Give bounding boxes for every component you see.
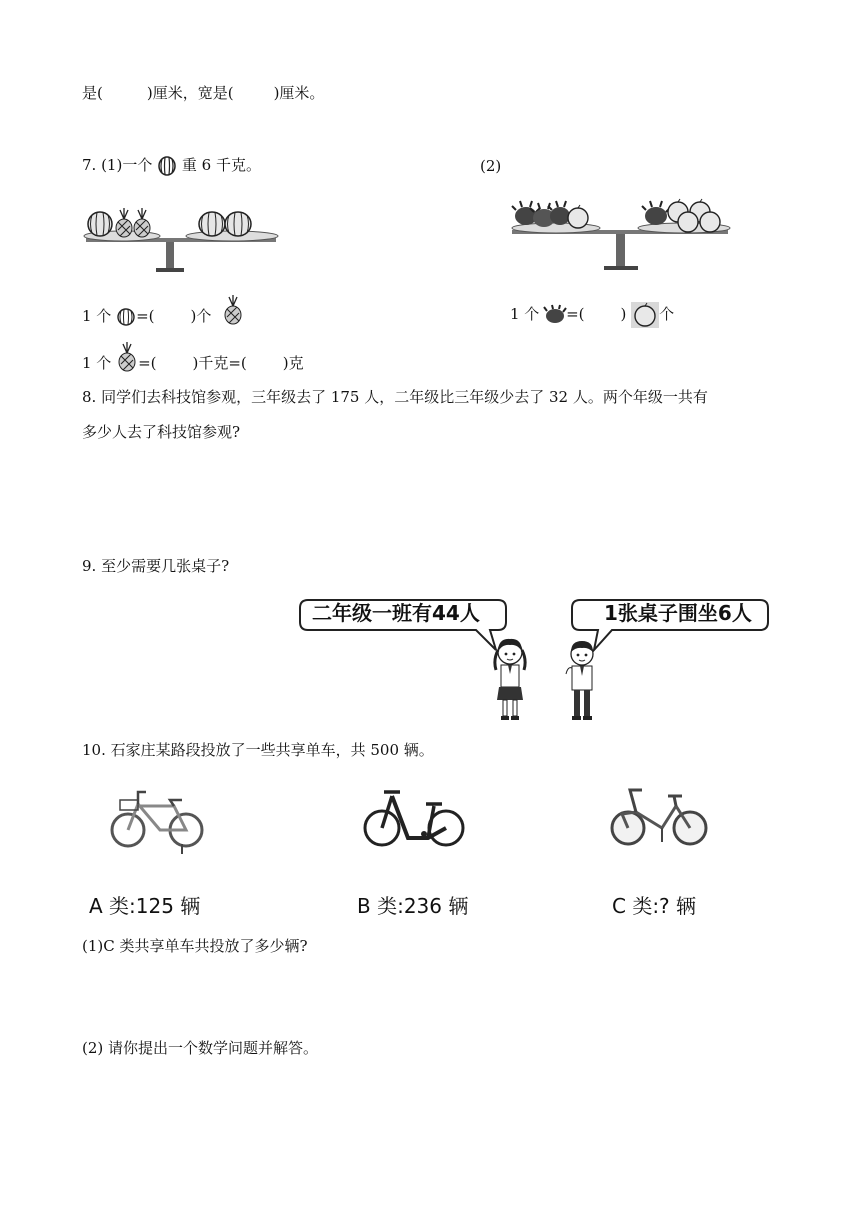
- q8-line2: 多少人去了科技馆参观?: [82, 423, 241, 441]
- q10-sub1: (1)C 类共享单车共投放了多少辆?: [82, 937, 308, 955]
- watermelon-icon: [116, 307, 136, 327]
- orange-icon: [678, 212, 698, 232]
- q7-header: 7. (1)一个 重 6 千克。: [82, 156, 261, 174]
- speech-bubble-right-text: 1张桌子围坐6人: [604, 601, 752, 625]
- q8-line1: 8. 同学们去科技馆参观，三年级去了 175 人，二年级比三年级少去了 32 人。两个年级一共有: [82, 388, 708, 406]
- bicycle-b-icon: [362, 786, 468, 856]
- bicycle-a-label: A 类:125 辆: [89, 894, 201, 918]
- q10-title: 10. 石家庄某路段投放了一些共享单车，共 500 辆。: [82, 741, 434, 759]
- bicycle-c-label: C 类:? 辆: [612, 894, 697, 918]
- q7-part2-label: (2): [480, 157, 502, 175]
- q7-line1: 1 个 =( )个: [82, 305, 244, 325]
- q7-line2: 1 个 =( )千克=( )克: [82, 354, 304, 372]
- orange-icon: [631, 302, 659, 328]
- pineapple-icon: [222, 295, 244, 325]
- dragon-fruit-icon: [642, 201, 670, 225]
- watermelon-icon: [225, 212, 251, 236]
- q6-tail-line: 是( )厘米，宽是( )厘米。: [82, 84, 325, 102]
- q9-title: 9. 至少需要几张桌子?: [82, 557, 230, 575]
- orange-icon: [568, 205, 588, 228]
- watermelon-icon: [199, 212, 225, 236]
- bicycle-a-icon: [108, 782, 208, 857]
- watermelon-icon: [157, 155, 177, 177]
- bicycle-b-label: B 类:236 辆: [357, 894, 469, 918]
- pineapple-icon: [116, 208, 132, 237]
- q10-sub2: (2) 请你提出一个数学问题并解答。: [82, 1039, 319, 1057]
- pineapple-icon: [116, 342, 138, 372]
- bicycle-c-icon: [608, 782, 712, 854]
- balance-scale-2: [508, 192, 733, 272]
- orange-icon: [700, 212, 720, 232]
- q7-line3: 1 个 =( ) 个: [510, 305, 674, 324]
- watermelon-icon: [88, 212, 112, 236]
- balance-scale-1: [82, 200, 282, 280]
- dragon-fruit-icon: [544, 305, 566, 325]
- speech-bubble-left-text: 二年级一班有44人: [312, 601, 480, 625]
- girl-student-figure: [490, 636, 530, 726]
- boy-student-figure: [562, 636, 602, 726]
- pineapple-icon: [134, 208, 150, 237]
